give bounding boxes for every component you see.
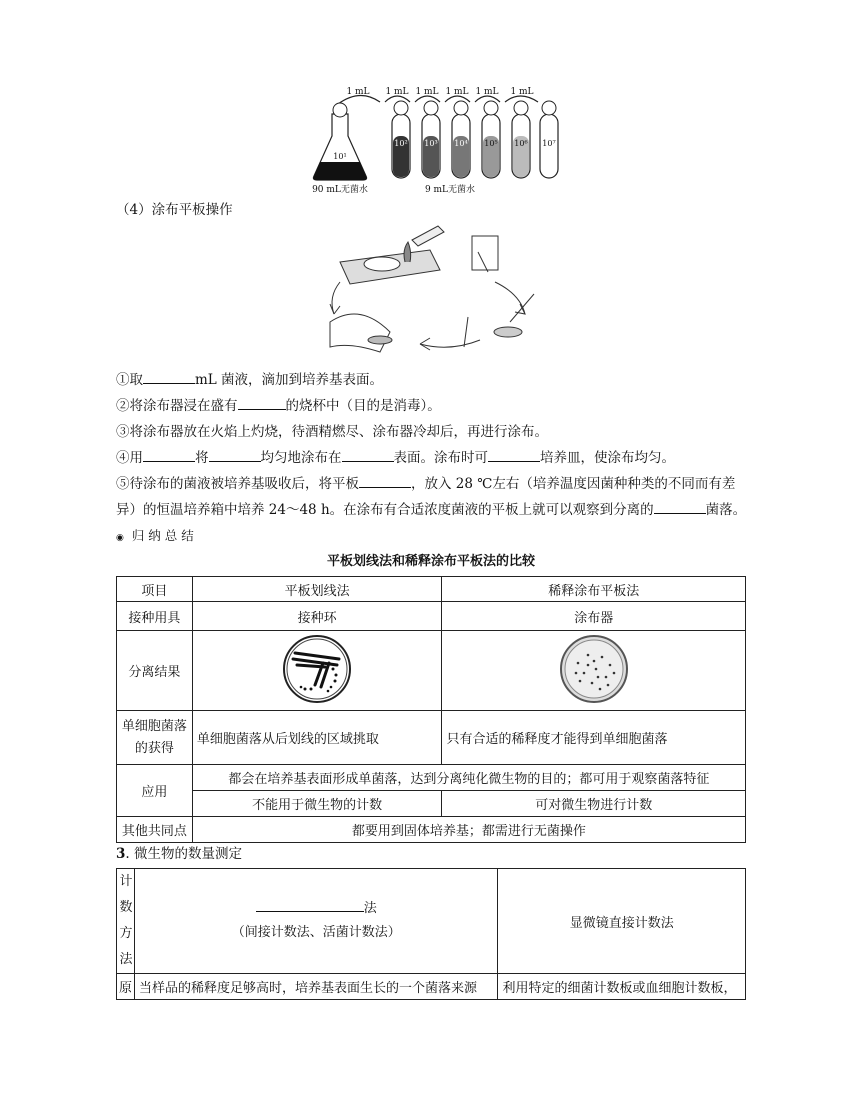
table-header: 稀释涂布平板法 xyxy=(442,577,746,602)
step-5-line-2: 异）的恒温培养箱中培养 24～48 h。在涂布有合适浓度菌液的平板上就可以观察到分离的 菌落。 xyxy=(116,498,756,522)
blank-field[interactable] xyxy=(654,499,706,514)
blank-field[interactable] xyxy=(488,447,540,462)
transfer-label: 1 mL xyxy=(445,87,469,97)
bullet-icon: ◉ xyxy=(116,533,124,543)
table-cell: 显微镜直接计数法 xyxy=(498,869,746,974)
table-cell: 原 xyxy=(117,974,135,1000)
comparison-table-title: 平板划线法和稀释涂布平板法的比较 xyxy=(326,554,535,569)
tube-label: 10⁶ xyxy=(514,139,528,148)
table-cell: 不能用于微生物的计数 xyxy=(192,791,442,817)
tube-label: 10⁵ xyxy=(484,139,498,148)
table-row xyxy=(117,631,746,711)
step-2: ②将涂布器浸在盛有 的烧杯中（目的是消毒）。 xyxy=(116,394,756,418)
blank-field[interactable] xyxy=(342,447,394,462)
blank-field[interactable] xyxy=(143,447,195,462)
transfer-label: 1 mL xyxy=(415,87,439,97)
table-cell: 法 （间接计数法、活菌计数法） xyxy=(134,869,497,974)
streak-plate-image-cell xyxy=(192,631,442,711)
table-cell: 利用特定的细菌计数板或血细胞计数板， xyxy=(498,974,746,1000)
table-cell: 接种环 xyxy=(192,602,442,631)
table-cell: 只有合适的稀释度才能得到单细胞菌落 xyxy=(442,711,746,765)
transfer-label: 1 mL xyxy=(510,87,534,97)
blank-field[interactable] xyxy=(238,395,286,410)
counting-methods-table xyxy=(116,868,746,1000)
table-cell: 应用 xyxy=(117,765,193,817)
tube-label: 10⁴ xyxy=(454,139,468,148)
streak-plate-image xyxy=(281,633,353,705)
counting-method-label: 计数方法 xyxy=(119,874,133,967)
blank-field[interactable] xyxy=(256,897,364,912)
spread-plate-procedure-figure xyxy=(320,222,550,370)
step-1: ①取 mL 菌液，滴加到培养基表面。 xyxy=(116,368,756,392)
table-cell: 分离结果 xyxy=(117,631,193,711)
blank-field[interactable] xyxy=(209,447,261,462)
blank-field[interactable] xyxy=(359,473,411,488)
flask-label: 10¹ xyxy=(333,152,347,161)
summary-label: 归 纳 总 结 xyxy=(131,528,194,543)
table-row xyxy=(117,765,746,791)
spread-plate-image xyxy=(558,633,630,705)
spread-plate-image-cell xyxy=(442,631,746,711)
flask-caption: 90 mL无菌水 xyxy=(312,185,368,195)
tube-label: 10³ xyxy=(424,139,438,148)
table-row xyxy=(117,791,746,817)
table-row xyxy=(117,602,746,631)
step-4: ④用 将 均匀地涂布在 表面。涂布时可 培养皿，使涂布均匀。 xyxy=(116,446,756,470)
tube-label: 10² xyxy=(394,139,408,148)
tube-label: 10⁷ xyxy=(542,139,556,148)
table-cell xyxy=(117,869,135,974)
step-5-line-1: ⑤待涂布的菌液被培养基吸收后，将平板 ，放入 28 ℃左右（培养温度因菌种种类的不同而有差 xyxy=(116,472,756,496)
table-cell: 单细胞菌落的获得 xyxy=(117,711,193,765)
table-row xyxy=(117,817,746,843)
table-cell: 涂布器 xyxy=(442,602,746,631)
step-3: ③将涂布器放在火焰上灼烧，待酒精燃尽、涂布器冷却后，再进行涂布。 xyxy=(116,424,548,440)
table-row xyxy=(117,577,746,602)
table-header: 平板划线法 xyxy=(192,577,442,602)
comparison-table xyxy=(116,576,746,843)
table-cell: 可对微生物进行计数 xyxy=(442,791,746,817)
table-cell: 接种用具 xyxy=(117,602,193,631)
table-cell: 其他共同点 xyxy=(117,817,193,843)
section-4-heading: （4）涂布平板操作 xyxy=(116,202,233,218)
table-row xyxy=(117,869,746,974)
table-row xyxy=(117,711,746,765)
section-3-heading: 3. 微生物的数量测定 xyxy=(116,846,242,862)
table-cell: 都要用到固体培养基；都需进行无菌操作 xyxy=(192,817,745,843)
tube-caption: 9 mL无菌水 xyxy=(424,185,476,195)
table-header: 项目 xyxy=(117,577,193,602)
table-cell: 都会在培养基表面形成单菌落，达到分离纯化微生物的目的；都可用于观察菌落特征 xyxy=(192,765,745,791)
table-row xyxy=(117,974,746,1000)
transfer-label: 1 mL xyxy=(475,87,499,97)
table-cell: 单细胞菌落从后划线的区域挑取 xyxy=(192,711,442,765)
transfer-label: 1 mL xyxy=(346,87,370,97)
table-cell: 当样品的稀释度足够高时，培养基表面生长的一个菌落来源 xyxy=(134,974,497,1000)
blank-field[interactable] xyxy=(143,369,195,384)
transfer-label: 1 mL xyxy=(385,87,409,97)
summary-label-row xyxy=(116,524,756,550)
serial-dilution-figure xyxy=(300,84,570,196)
